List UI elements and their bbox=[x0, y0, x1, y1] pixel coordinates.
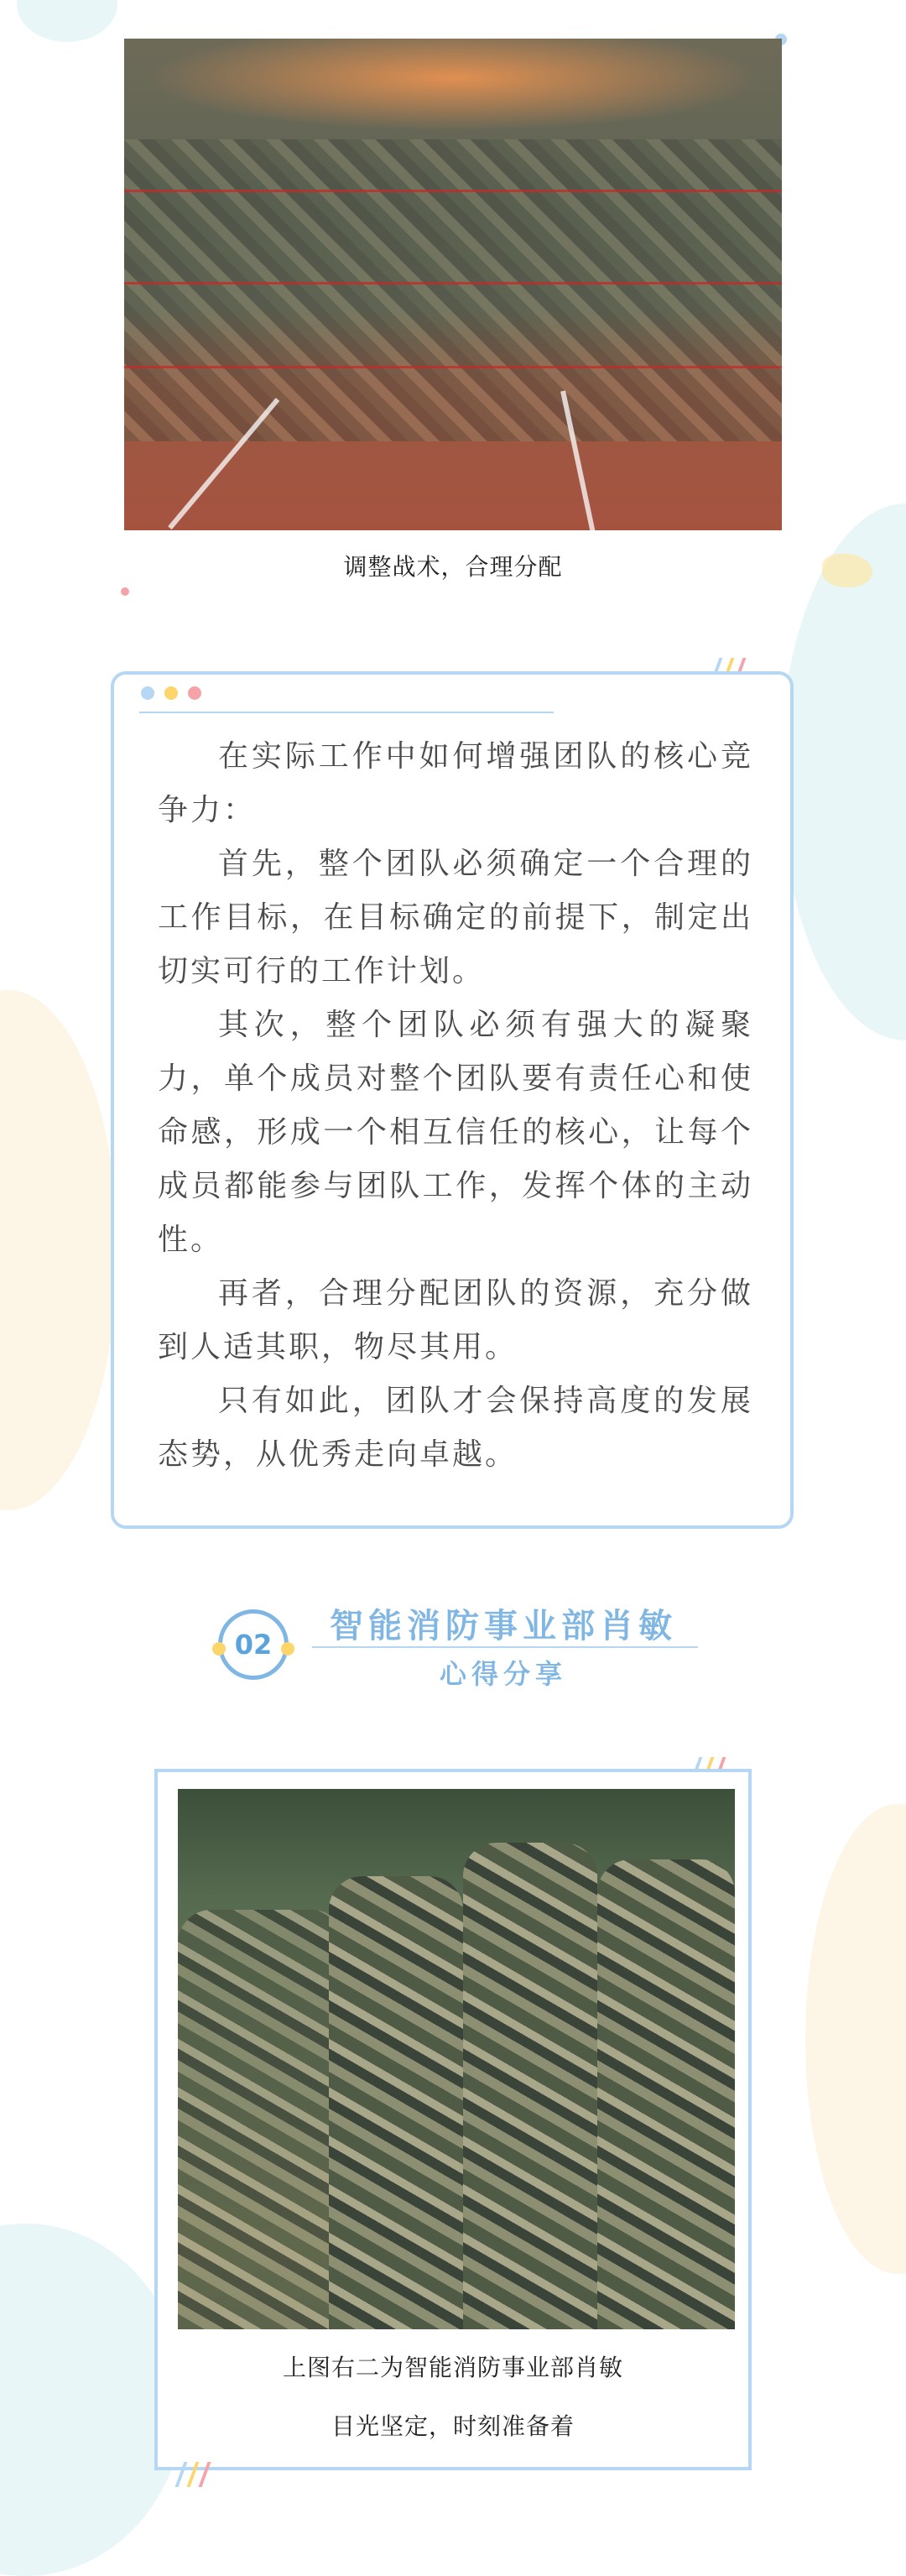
photo-detail bbox=[329, 1876, 463, 2329]
decor-dot bbox=[164, 686, 178, 700]
decor-dot bbox=[212, 1642, 226, 1656]
paragraph: 再者，合理分配团队的资源，充分做到人适其职，物尽其用。 bbox=[158, 1276, 753, 1364]
paragraph: 在实际工作中如何增强团队的核心竞争力： bbox=[158, 739, 753, 827]
section-subtitle: 心得分享 bbox=[439, 1658, 567, 1690]
text-card bbox=[111, 671, 794, 1529]
photo-detail bbox=[124, 366, 782, 368]
decor-dot bbox=[141, 686, 154, 700]
bg-blob bbox=[0, 990, 117, 1510]
photo-detail bbox=[463, 1843, 597, 2329]
photo-detail bbox=[124, 190, 782, 192]
paragraph: 首先，整个团队必须确定一个合理的工作目标，在目标确定的前提下，制定出切实可行的工作计划。 bbox=[158, 847, 753, 988]
photo-detail bbox=[124, 282, 782, 284]
bg-blob bbox=[805, 1804, 906, 2274]
decor-dot bbox=[281, 1642, 294, 1656]
decor-dot bbox=[188, 686, 201, 700]
training-photo-salute bbox=[178, 1789, 735, 2329]
photo-detail bbox=[597, 1859, 735, 2329]
photo-detail bbox=[178, 1910, 346, 2329]
photo-frame bbox=[154, 1769, 752, 2470]
section-number: 02 bbox=[234, 1629, 273, 1661]
section-divider bbox=[312, 1646, 698, 1648]
training-photo-crawl bbox=[124, 39, 782, 530]
photo-caption: 调整战术，合理分配 bbox=[343, 553, 563, 581]
card-body bbox=[158, 730, 753, 1482]
paragraph: 只有如此，团队才会保持高度的发展态势，从优秀走向卓越。 bbox=[158, 1384, 753, 1472]
section-number-badge bbox=[218, 1609, 289, 1680]
photo-caption: 上图右二为智能消防事业部肖敏 bbox=[282, 2354, 623, 2381]
photo-caption: 目光坚定，时刻准备着 bbox=[331, 2412, 575, 2440]
photo-detail bbox=[124, 139, 782, 441]
bg-blob bbox=[17, 0, 117, 42]
section-title: 智能消防事业部肖敏 bbox=[330, 1607, 677, 1645]
paragraph: 其次，整个团队必须有强大的凝聚力，单个成员对整个团队要有责任心和使命感，形成一个相互信任的核心，让每个成员都能参与团队工作，发挥个体的主动性。 bbox=[158, 1008, 753, 1257]
decor-dot bbox=[121, 587, 129, 596]
card-divider bbox=[139, 712, 554, 713]
